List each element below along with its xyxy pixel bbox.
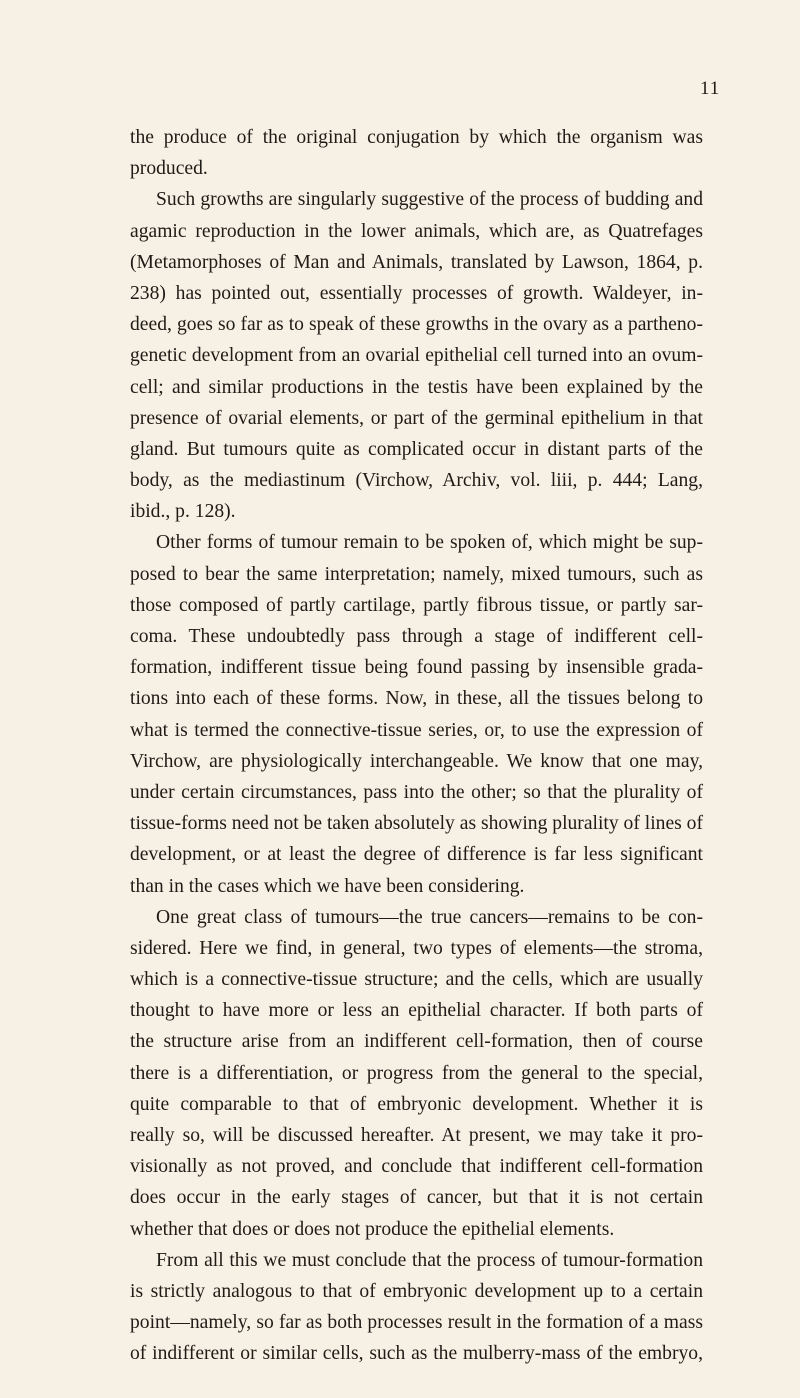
text-line: formation, indifferent tissue being found passing by insensible grada-	[130, 657, 703, 679]
paragraph-start-line: One great class of tumours—the true cancers—remains to be con-	[156, 906, 703, 928]
text-line: there is a differentiation, or progress from the general to the special,	[130, 1062, 703, 1084]
text-line: presence of ovarial elements, or part of the germinal epithelium in that	[130, 407, 703, 429]
text-line: those composed of partly cartilage, partly fibrous tissue, or partly sar-	[130, 594, 703, 616]
paragraph-start-line: From all this we must conclude that the process of tumour-formation	[156, 1249, 703, 1271]
text-line: visionally as not proved, and conclude that indifferent cell-formation	[130, 1156, 703, 1178]
text-line: tions into each of these forms. Now, in these, all the tissues belong to	[130, 688, 703, 710]
text-line: what is termed the connective-tissue series, or, to use the expression of	[130, 719, 703, 741]
text-line: which is a connective-tissue structure; and the cells, which are usually	[130, 969, 703, 991]
text-line: agamic reproduction in the lower animals, which are, as Quatrefages	[130, 220, 703, 242]
text-line: gland. But tumours quite as complicated occur in distant parts of the	[130, 438, 703, 460]
text-line: posed to bear the same interpretation; namely, mixed tumours, such as	[130, 563, 703, 585]
text-line: Virchow, are physiologically interchangeable. We know that one may,	[130, 750, 703, 772]
text-line: of indifferent or similar cells, such as the mulberry-mass of the embryo,	[130, 1343, 703, 1365]
text-line: genetic development from an ovarial epithelial cell turned into an ovum-	[130, 345, 703, 367]
text-line: thought to have more or less an epithelial character. If both parts of	[130, 1000, 703, 1022]
text-line: deed, goes so far as to speak of these growths in the ovary as a partheno-	[130, 314, 703, 336]
text-line: produced.	[130, 158, 208, 180]
text-line: 238) has pointed out, essentially processes of growth. Waldeyer, in-	[130, 282, 703, 304]
text-line: whether that does or does not produce the epithelial elements.	[130, 1218, 615, 1240]
text-line: point—namely, so far as both processes result in the formation of a mass	[130, 1312, 703, 1334]
text-line: (Metamorphoses of Man and Animals, translated by Lawson, 1864, p.	[130, 251, 703, 273]
text-line: ibid., p. 128).	[130, 501, 236, 523]
paragraph-start-line: Other forms of tumour remain to be spoken of, which might be sup-	[156, 532, 703, 554]
paragraph-start-line: Such growths are singularly suggestive of the process of budding and	[156, 189, 703, 211]
text-line: sidered. Here we find, in general, two types of elements—the stroma,	[130, 937, 703, 959]
text-line: the produce of the original conjugation by which the organism was	[130, 127, 703, 148]
text-line: under certain circumstances, pass into the other; so that the plurality of	[130, 781, 703, 803]
text-line: tissue-forms need not be taken absolutely as showing plurality of lines of	[130, 813, 704, 835]
text-line: does occur in the early stages of cancer, but that it is not certain	[130, 1187, 703, 1209]
page-number: 11	[700, 78, 721, 99]
text-line: than in the cases which we have been considering.	[130, 875, 525, 897]
body-text	[130, 122, 703, 1370]
text-line: coma. These undoubtedly pass through a stage of indifferent cell-	[130, 626, 703, 647]
text-line: the structure arise from an indifferent cell-formation, then of course	[130, 1031, 703, 1053]
text-line: body, as the mediastinum (Virchow, Archiv, vol. liii, p. 444; Lang,	[130, 470, 703, 492]
text-line: development, or at least the degree of difference is far less significant	[130, 844, 703, 866]
text-line: really so, will be discussed hereafter. At present, we may take it pro-	[130, 1125, 703, 1146]
text-line: quite comparable to that of embryonic development. Whether it is	[130, 1093, 703, 1115]
text-line: is strictly analogous to that of embryonic development up to a certain	[130, 1280, 703, 1302]
text-line: cell; and similar productions in the testis have been explained by the	[130, 376, 703, 398]
